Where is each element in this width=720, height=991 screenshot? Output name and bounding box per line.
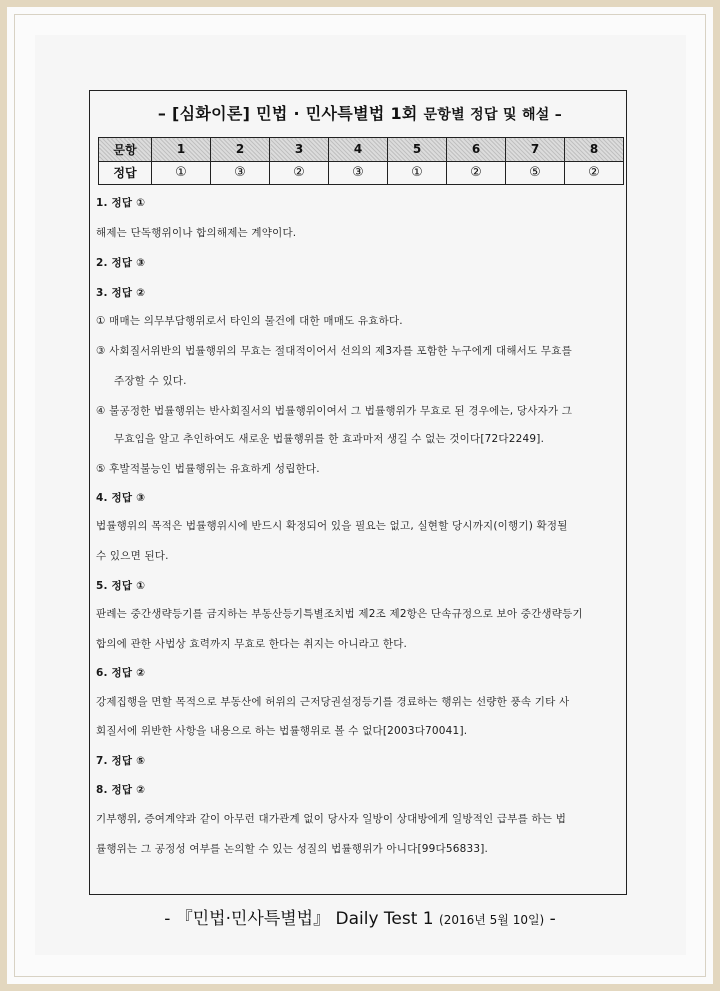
question-number: 2 <box>211 138 270 162</box>
question-number: 4 <box>329 138 388 162</box>
answer-cell: ② <box>447 161 506 185</box>
explanation-text: 회질서에 위반한 사항을 내용으로 하는 법률행위로 볼 수 없다[2003다70041]. <box>96 725 468 737</box>
explanation-item: ④ 불공정한 법률행위는 반사회질서의 법률행위이여서 그 법률행위가 무효로 된 경우에는, 당사자가 그 <box>96 405 573 417</box>
answer-heading: 1. 정답 ① <box>96 197 146 209</box>
answer-heading: 6. 정답 ② <box>96 667 146 679</box>
page-title <box>0 101 720 124</box>
question-number: 1 <box>152 138 211 162</box>
explanation-item-continued: 무효임을 알고 추인하여도 새로운 법률행위를 한 효과마저 생길 수 없는 것이다[72다2249]. <box>114 433 545 445</box>
question-number: 7 <box>506 138 565 162</box>
answer-heading: 5. 정답 ① <box>96 580 146 592</box>
explanation-item-continued: 주장할 수 있다. <box>114 375 187 387</box>
footer-title: - 『민법·민사특별법』 Daily Test 1 <box>164 909 434 929</box>
answer-cell: ② <box>270 161 329 185</box>
answer-heading: 8. 정답 ② <box>96 784 146 796</box>
answer-heading: 4. 정답 ③ <box>96 492 146 504</box>
question-number: 8 <box>565 138 624 162</box>
explanation-text: 합의에 관한 사법상 효력까지 무효로 한다는 취지는 아니라고 한다. <box>96 638 408 650</box>
answer-cell: ① <box>152 161 211 185</box>
explanation-item: ③ 사회질서위반의 법률행위의 무효는 절대적이어서 선의의 제3자를 포함한 누구에게 대해서도 무효를 <box>96 345 572 357</box>
answer-heading: 7. 정답 ⑤ <box>96 755 146 767</box>
answer-cell: ⑤ <box>506 161 565 185</box>
explanation-text: 해제는 단독행위이나 합의해제는 계약이다. <box>96 227 297 239</box>
answer-row-label: 정답 <box>99 161 152 185</box>
title-tail: 문항별 정답 및 해설 – <box>423 107 563 123</box>
footer-date: (2016년 5월 10일) <box>439 913 545 927</box>
explanation-text: 률행위는 그 공정성 여부를 논의할 수 있는 성질의 법률행위가 아니다[99다56833]. <box>96 843 489 855</box>
question-number: 3 <box>270 138 329 162</box>
answer-row <box>99 161 624 185</box>
question-row-label: 문항 <box>99 138 152 162</box>
footer-dash: - <box>544 909 556 929</box>
answer-heading: 3. 정답 ② <box>96 287 146 299</box>
answer-cell: ① <box>388 161 447 185</box>
explanation-item: ⑤ 후발적불능인 법률행위는 유효하게 성립한다. <box>96 463 320 475</box>
question-number-row <box>99 138 624 162</box>
answer-cell: ③ <box>329 161 388 185</box>
answer-cell: ③ <box>211 161 270 185</box>
answer-table <box>98 137 624 185</box>
page-footer <box>0 904 720 929</box>
explanation-text: 판례는 중간생략등기를 금지하는 부동산등기특별조치법 제2조 제2항은 단속규정으로 보아 중간생략등기 <box>96 608 583 620</box>
explanation-text: 강제집행을 면할 목적으로 부동산에 허위의 근저당권설정등기를 경료하는 행위는 선량한 풍속 기타 사 <box>96 696 570 708</box>
answer-cell: ② <box>565 161 624 185</box>
explanation-text: 수 있으면 된다. <box>96 550 169 562</box>
answer-heading: 2. 정답 ③ <box>96 257 146 269</box>
question-number: 5 <box>388 138 447 162</box>
title-main: – [심화이론] 민법 · 민사특별법 1회 <box>157 104 418 123</box>
explanation-text: 법률행위의 목적은 법률행위시에 반드시 확정되어 있을 필요는 없고, 실현할 당시까지(이행기) 확정될 <box>96 520 568 532</box>
question-number: 6 <box>447 138 506 162</box>
explanation-item: ① 매매는 의무부담행위로서 타인의 물건에 대한 매매도 유효하다. <box>96 315 403 327</box>
explanation-text: 기부행위, 증여계약과 같이 아무런 대가관계 없이 당사자 일방이 상대방에게 일방적인 급부를 하는 법 <box>96 813 567 825</box>
